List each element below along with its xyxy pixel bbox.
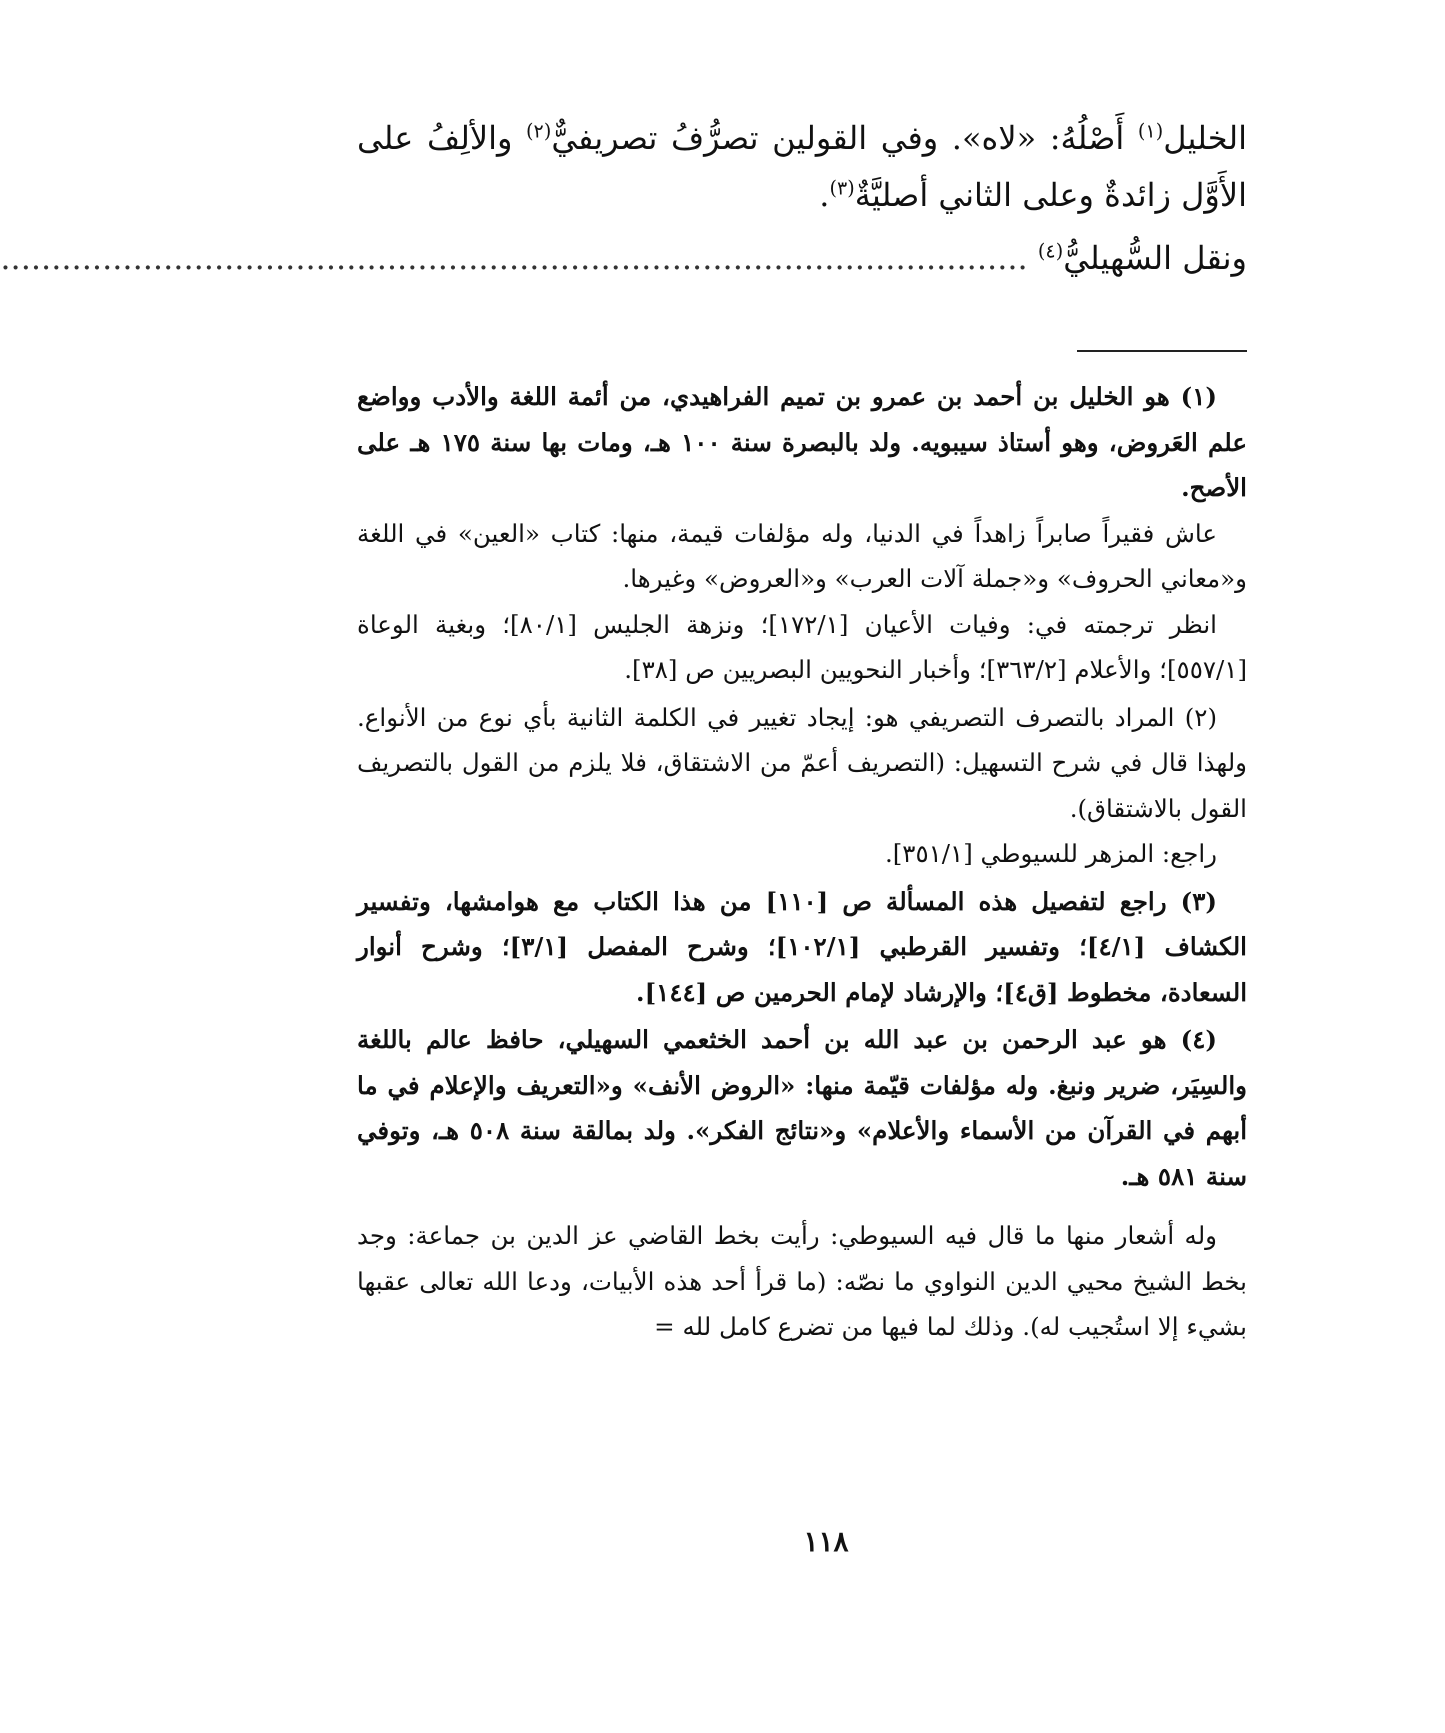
footnote-3-paragraph-1: (٣) راجع لتفصيل هذه المسألة ص [١١٠] من هذا الكتاب مع هوامشها، وتفسير الكشاف [٤/١]؛ وتفسير القرطبي [١٠٢/١]؛ وشرح المفصل [٣/١]؛ وشرح أنوار السعادة، مخطوط [ق٤]؛ والإرشاد لإمام الحرمين ص [١٤٤]. xyxy=(357,886,1247,1007)
main-paragraph-2 xyxy=(0,228,1247,288)
page-number: ١١٨ xyxy=(803,1525,849,1558)
footnote-separator xyxy=(1077,350,1247,352)
main-text-segment: ونقل السُّهيليُّ xyxy=(1063,239,1247,277)
footnote-1-paragraph-3: انظر ترجمته في: وفيات الأعيان [١٧٢/١]؛ ونزهة الجليس [٨٠/١]؛ وبغية الوعاة [٥٥٧/١]؛ والأعلام [٣٦٣/٢]؛ وأخبار النحويين البصريين ص [٣٨]. xyxy=(357,609,1247,684)
footnotes-section xyxy=(357,374,1247,1350)
footnote-ref-1: (١) xyxy=(1137,119,1164,143)
page-body xyxy=(0,110,1248,1350)
footnote-4-text: وله أشعار منها ما قال فيه السيوطي: رأيت بخط القاضي عز الدين بن جماعة: وجد بخط الشيخ محيي الدين النواوي ما نصّه: (ما قرأ أحد هذه الأبيات، ودعا الله تعالى عقبها بشيء إلا استُجيب له). وذلك لما فيها من تضرع كامل لله xyxy=(357,1221,1247,1341)
footnote-2-paragraph-2: راجع: المزهر للسيوطي [٣٥١/١]. xyxy=(884,839,1217,868)
footnote-ref-3: (٣) xyxy=(829,176,855,200)
footnote-ref-2: (٢) xyxy=(526,119,552,143)
ellipsis-dots: ..................................................................................................... xyxy=(0,239,1038,277)
main-text-segment: الخليل xyxy=(1163,119,1248,157)
footnote-1-paragraph-2: عاش فقيراً صابراً زاهداً في الدنيا، وله مؤلفات قيمة، منها: كتاب «العين» في اللغة و«معاني الحروف» و«جملة آلات العرب» و«العروض» وغيرها. xyxy=(357,518,1247,593)
footnote-ref-4: (٤) xyxy=(1037,239,1064,263)
continuation-mark: = xyxy=(654,1312,675,1341)
footnote-2-paragraph-1: (٢) المراد بالتصرف التصريفي هو: إيجاد تغيير في الكلمة الثانية بأي نوع من الأنواع. ولهذا قال في شرح التسهيل: (التصريف أعمّ من الاشتقاق، فلا يلزم من القول بالتصريف القول بالاشتقاق). xyxy=(357,702,1247,823)
footnote-1 xyxy=(357,374,1247,693)
footnote-4-paragraph-1: (٤) هو عبد الرحمن بن عبد الله بن أحمد الخثعمي السهيلي، حافظ عالم باللغة والسِيَر، ضرير ونبغ. وله مؤلفات قيّمة منها: «الروض الأنف» و«التعريف والإعلام في ما أبهم في القرآن من الأسماء والأعلام» و«نتائج الفكر». ولد بمالقة سنة ٥٠٨ هـ، وتوفي سنة ٥٨١ هـ. xyxy=(357,1025,1247,1191)
footnote-1-paragraph-1: (١) هو الخليل بن أحمد بن عمرو بن تميم الفراهيدي، من أئمة اللغة والأدب وواضع علم العَروض، وهو أستاذ سيبويه. ولد بالبصرة سنة ١٠٠ هـ، ومات بها سنة ١٧٥ هـ على الأصح. xyxy=(357,382,1247,502)
main-text-segment: . xyxy=(819,176,830,214)
footnote-2 xyxy=(357,695,1247,877)
main-text-segment: والألِفُ على الأَوَّل زائدةٌ وعلى الثاني أصليَّةٌ xyxy=(357,119,1247,214)
main-paragraph-1 xyxy=(357,110,1247,224)
main-text-segment: أَصْلُهُ: «لاه». وفي القولين تصرُّفُ تصريفيٌّ xyxy=(551,119,1138,157)
footnote-3 xyxy=(357,879,1247,1016)
footnote-4 xyxy=(357,1017,1247,1350)
footnote-4-paragraph-2 xyxy=(357,1213,1247,1350)
